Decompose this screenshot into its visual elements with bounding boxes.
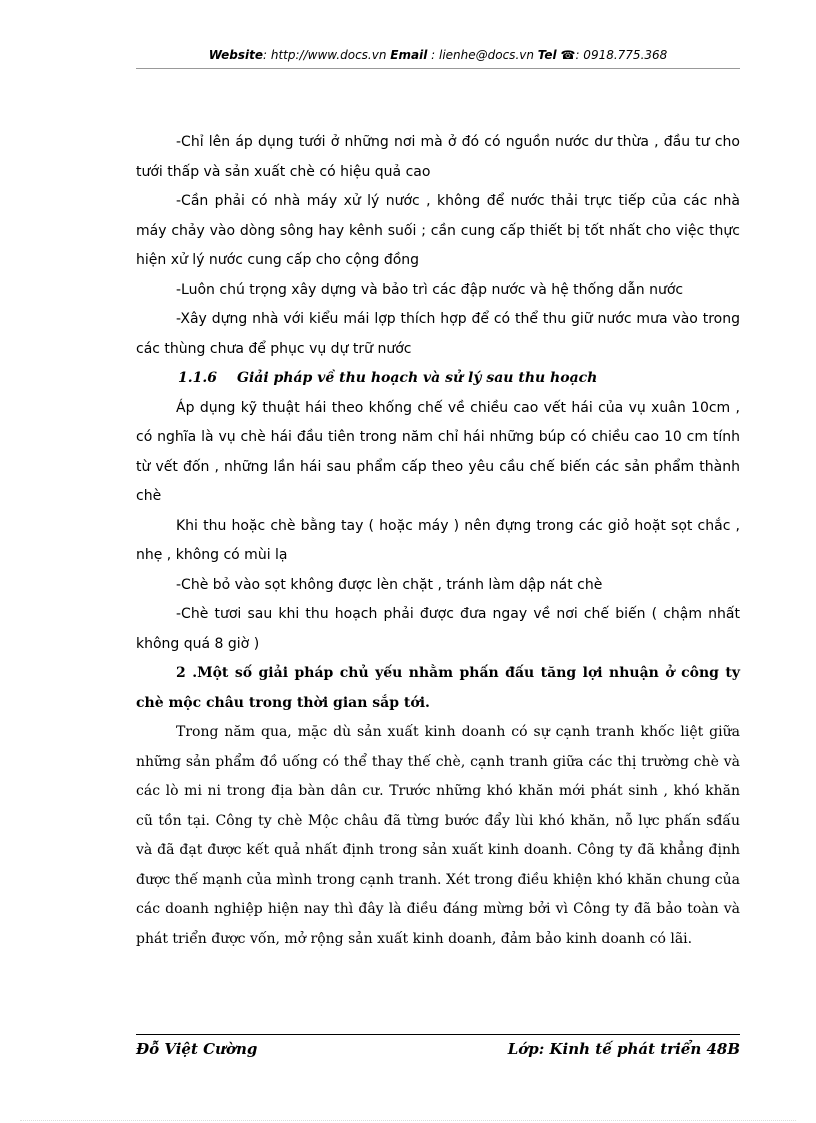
website-url[interactable]: : http://www.docs.vn [263, 48, 391, 62]
section-heading-1-1-6 [136, 364, 740, 394]
page-bottom-border [20, 1120, 796, 1121]
footer-class: Lớp: Kinh tế phát triển 48B [507, 1040, 740, 1058]
paragraph-8: -Chè tươi sau khi thu hoạch phải được đưa ngay về nơi chế biến ( chậm nhất không quá 8 giờ ) [136, 606, 740, 652]
website-label: Website [208, 48, 264, 62]
heading-number: 1.1.6 [178, 370, 217, 386]
paragraph-9: Trong năm qua, mặc dù sản xuất kinh doanh có sự cạnh tranh khốc liệt giữa những sản phẩm đồ uống có thể thay thế chè, cạnh tranh giữa các thị trường chè và các lò mi ni trong địa bàn dân cư. Trước những khó khăn mới phát sinh , khó khăn cũ tồn tại. Công ty chè Mộc châu đã từng bước đẩy lùi khó khăn, nỗ lực phấn sđấu và đã đạt được kết quả nhất định trong sản xuất kinh doanh. Công ty đã khẳng định được thế mạnh của mình trong cạnh tranh. Xét trong điều khiện khó khăn chung của các doanh nghiệp hiện nay thì đây là điều đáng mừng bởi vì Công ty đã bảo toàn và phát triển được vốn, mở rộng sản xuất kinh doanh, đảm bảo kinh doanh có lãi. [136, 724, 740, 947]
paragraph-3: -Luôn chú trọng xây dựng và bảo trì các đập nước và hệ thống dẫn nước [176, 281, 684, 298]
paragraph-5: Áp dụng kỹ thuật hái theo khống chế về chiều cao vết hái của vụ xuân 10cm , có nghĩa là vụ chè hái đầu tiên trong năm chỉ hái những búp có chiều cao 10 cm tính từ vết đốn , những lần hái sau phẩm cấp theo yêu cầu chế biến các sản phẩm thành chè [136, 399, 740, 504]
paragraph-6: Khi thu hoặc chè bằng tay ( hoặc máy ) nên đựng trong các giỏ hoặt sọt chắc , nhẹ , không có mùi lạ [136, 517, 740, 563]
header-divider [136, 68, 740, 69]
email-address[interactable]: : lienhe@docs.vn [427, 48, 538, 62]
tel-number: : 0918.775.368 [575, 48, 668, 62]
paragraph-7: -Chè bỏ vào sọt không được lèn chặt , tránh làm dập nát chè [176, 576, 603, 593]
tel-label: Tel [537, 48, 557, 62]
document-body [136, 128, 740, 954]
heading-text: Giải pháp về thu hoạch và sử lý sau thu hoạch [236, 370, 598, 386]
phone-icon: ☎ [560, 48, 576, 62]
paragraph-2: -Cần phải có nhà máy xử lý nước , không để nước thải trực tiếp của các nhà máy chảy vào dòng sông hay kênh suối ; cần cung cấp thiết bị tốt nhất cho việc thực hiện xử lý nước cung cấp cho cộng đồng [136, 193, 740, 268]
section-heading-2: 2 .Một số giải pháp chủ yếu nhằm phấn đấu tăng lợi nhuận ở công ty chè mộc châu trong thời gian sắp tới. [136, 665, 740, 711]
page-header [136, 46, 740, 64]
footer-author: Đỗ Việt Cường [136, 1040, 258, 1058]
footer-divider [136, 1034, 740, 1035]
paragraph-4: -Xây dựng nhà với kiểu mái lợp thích hợp để có thể thu giữ nước mưa vào trong các thùng chưa để phục vụ dự trữ nước [136, 311, 740, 357]
paragraph-1: -Chỉ lên áp dụng tưới ở những nơi mà ở đó có nguồn nước dư thừa , đầu tư cho tưới thấp và sản xuất chè có hiệu quả cao [136, 134, 740, 180]
email-label: Email [390, 48, 428, 62]
